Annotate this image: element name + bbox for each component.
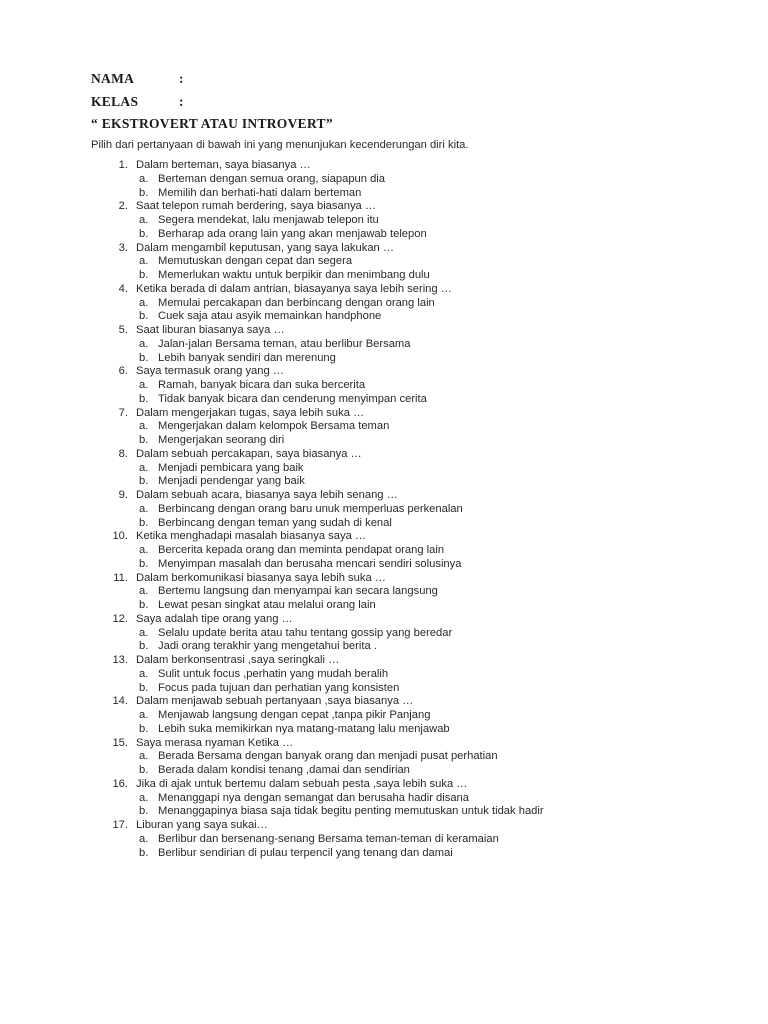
- answer-option: [0, 805, 768, 819]
- question-item: [0, 200, 768, 214]
- option-text: Lewat pesan singkat atau melalui orang lain: [158, 599, 376, 611]
- answer-option: [0, 393, 768, 407]
- option-letter: a.: [139, 832, 149, 845]
- document-title: “ EKSTROVERT ATAU INTROVERT”: [91, 116, 333, 131]
- question-number: 7.: [118, 406, 128, 419]
- question-number: 9.: [118, 489, 128, 501]
- option-letter: a.: [139, 667, 149, 680]
- option-text: Memerlukan waktu untuk berpikir dan menimbang dulu: [158, 269, 430, 281]
- option-text: Berlibur sendirian di pulau terpencil yang tenang dan damai: [158, 846, 453, 859]
- answer-option: [0, 833, 768, 847]
- answer-option: [0, 173, 768, 187]
- answer-option: [0, 255, 768, 269]
- option-text: Mengerjakan dalam kelompok Bersama teman: [158, 420, 390, 433]
- option-letter: b.: [139, 310, 149, 323]
- option-letter: a.: [139, 791, 149, 804]
- option-letter: a.: [139, 626, 149, 639]
- option-letter: b.: [139, 640, 149, 653]
- answer-option: [0, 420, 768, 434]
- answer-option: [0, 709, 768, 723]
- answer-option: [0, 544, 768, 558]
- option-letter: b.: [139, 557, 149, 570]
- option-letter: a.: [139, 502, 149, 515]
- option-text: Tidak banyak bicara dan cenderung menyimpan cerita: [158, 392, 427, 405]
- option-letter: b.: [139, 805, 149, 818]
- answer-option: [0, 187, 768, 201]
- question-number: 12.: [112, 612, 128, 625]
- class-colon: :: [179, 94, 184, 109]
- question-item: [0, 695, 768, 709]
- question-number: 3.: [118, 241, 128, 254]
- option-text: Lebih banyak sendiri dan merenung: [158, 351, 336, 364]
- answer-option: [0, 475, 768, 489]
- question-text: Dalam berkonsentrasi ,saya seringkali …: [136, 654, 340, 666]
- question-text: Saat liburan biasanya saya …: [136, 324, 285, 336]
- question-text: Dalam mengambil keputusan, yang saya lakukan …: [136, 241, 395, 254]
- option-letter: b.: [139, 269, 149, 281]
- answer-option: [0, 640, 768, 654]
- question-number: 1.: [118, 159, 128, 171]
- question-item: [0, 324, 768, 338]
- question-item: [0, 407, 768, 421]
- answer-option: [0, 558, 768, 572]
- question-number: 17.: [112, 819, 128, 831]
- question-item: [0, 572, 768, 586]
- option-text: Berteman dengan semua orang, siapapun dia: [158, 172, 386, 185]
- question-text: Saya adalah tipe orang yang …: [136, 612, 293, 625]
- question-item: [0, 448, 768, 462]
- option-text: Bercerita kepada orang dan meminta pendapat orang lain: [158, 544, 445, 556]
- answer-option: [0, 214, 768, 228]
- option-text: Bertemu langsung dan menyampai kan secara langsung: [158, 585, 438, 598]
- option-letter: b.: [139, 846, 149, 859]
- question-text: Dalam sebuah acara, biasanya saya lebih senang …: [136, 489, 398, 501]
- option-text: Mengerjakan seorang diri: [158, 434, 285, 446]
- answer-option: [0, 682, 768, 696]
- option-letter: b.: [139, 351, 149, 364]
- option-text: Lebih suka memikirkan nya matang-matang lalu menjawab: [158, 722, 450, 735]
- question-number: 13.: [112, 654, 128, 666]
- option-letter: a.: [139, 172, 149, 185]
- question-number: 15.: [112, 736, 128, 749]
- answer-option: [0, 297, 768, 311]
- question-number: 16.: [112, 777, 128, 790]
- instruction-text: Pilih dari pertanyaan di bawah ini yang menunjukan kecenderungan diri kita.: [91, 139, 469, 151]
- class-label: KELAS: [91, 94, 139, 109]
- question-number: 4.: [118, 282, 128, 295]
- answer-option: [0, 723, 768, 737]
- name-colon: :: [179, 71, 184, 86]
- answer-option: [0, 585, 768, 599]
- question-number: 5.: [118, 324, 128, 336]
- question-text: Jika di ajak untuk bertemu dalam sebuah pesta ,saya lebih suka …: [136, 777, 468, 790]
- option-letter: a.: [139, 585, 149, 598]
- question-text: Dalam berteman, saya biasanya …: [136, 159, 311, 171]
- option-letter: b.: [139, 186, 149, 199]
- option-text: Segera mendekat, lalu menjawab telepon itu: [158, 214, 379, 226]
- question-item: [0, 530, 768, 544]
- option-text: Menanggapinya biasa saja tidak begitu penting memutuskan untuk tidak hadir: [158, 805, 544, 818]
- question-number: 8.: [118, 447, 128, 460]
- option-letter: b.: [139, 516, 149, 529]
- option-text: Memulai percakapan dan berbincang dengan orang lain: [158, 296, 435, 309]
- question-number: 10.: [112, 530, 128, 543]
- option-letter: a.: [139, 461, 149, 474]
- option-letter: a.: [139, 709, 149, 721]
- question-text: Liburan yang saya sukai…: [136, 819, 268, 831]
- option-text: Jalan-jalan Bersama teman, atau berlibur Bersama: [158, 337, 411, 350]
- question-item: [0, 613, 768, 627]
- answer-option: [0, 462, 768, 476]
- answer-option: [0, 627, 768, 641]
- question-item: [0, 283, 768, 297]
- answer-option: [0, 379, 768, 393]
- option-letter: b.: [139, 722, 149, 735]
- answer-option: [0, 338, 768, 352]
- option-text: Menanggapi nya dengan semangat dan berusaha hadir disana: [158, 791, 469, 804]
- question-item: [0, 737, 768, 751]
- option-letter: a.: [139, 544, 149, 556]
- option-text: Memilih dan berhati-hati dalam berteman: [158, 186, 362, 199]
- answer-option: [0, 599, 768, 613]
- option-text: Berada dalam kondisi tenang ,damai dan sendirian: [158, 764, 410, 776]
- question-text: Dalam berkomunikasi biasanya saya lebih suka …: [136, 571, 386, 584]
- question-text: Dalam mengerjakan tugas, saya lebih suka …: [136, 406, 365, 419]
- answer-option: [0, 352, 768, 366]
- option-text: Memutuskan dengan cepat dan segera: [158, 255, 353, 268]
- question-item: [0, 159, 768, 173]
- answer-option: [0, 228, 768, 242]
- question-item: [0, 778, 768, 792]
- option-letter: b.: [139, 434, 149, 446]
- question-text: Saya merasa nyaman Ketika …: [136, 736, 294, 749]
- option-text: Jadi orang terakhir yang mengetahui berita .: [158, 640, 377, 653]
- question-number: 14.: [112, 695, 128, 708]
- option-letter: b.: [139, 475, 149, 488]
- question-text: Saya termasuk orang yang …: [136, 365, 284, 378]
- question-text: Saat telepon rumah berdering, saya biasanya …: [136, 200, 377, 213]
- option-text: Selalu update berita atau tahu tentang gossip yang beredar: [158, 626, 453, 639]
- option-text: Focus pada tujuan dan perhatian yang konsisten: [158, 681, 400, 694]
- question-item: [0, 242, 768, 256]
- answer-option: [0, 847, 768, 861]
- option-text: Menjawab langsung dengan cepat ,tanpa pikir Panjang: [158, 709, 431, 721]
- question-text: Dalam menjawab sebuah pertanyaan ,saya biasanya …: [136, 695, 414, 708]
- option-letter: a.: [139, 379, 149, 391]
- option-letter: a.: [139, 214, 149, 226]
- question-item: [0, 489, 768, 503]
- answer-option: [0, 792, 768, 806]
- answer-option: [0, 668, 768, 682]
- option-text: Menjadi pembicara yang baik: [158, 461, 304, 474]
- answer-option: [0, 750, 768, 764]
- option-letter: a.: [139, 337, 149, 350]
- option-letter: b.: [139, 392, 149, 405]
- question-text: Ketika menghadapi masalah biasanya saya …: [136, 530, 367, 543]
- answer-option: [0, 764, 768, 778]
- name-label: NAMA: [91, 71, 135, 86]
- answer-option: [0, 434, 768, 448]
- option-text: Berada Bersama dengan banyak orang dan menjadi pusat perhatian: [158, 750, 498, 763]
- question-text: Ketika berada di dalam antrian, biasayanya saya lebih sering …: [136, 282, 452, 295]
- option-text: Menjadi pendengar yang baik: [158, 475, 305, 488]
- option-text: Berlibur dan bersenang-senang Bersama teman-teman di keramaian: [158, 832, 499, 845]
- option-text: Cuek saja atau asyik memainkan handphone: [158, 310, 382, 323]
- class-field-line: [91, 94, 184, 110]
- option-letter: a.: [139, 750, 149, 763]
- question-item: [0, 819, 768, 833]
- option-letter: b.: [139, 227, 149, 240]
- option-letter: b.: [139, 681, 149, 694]
- question-text: Dalam sebuah percakapan, saya biasanya …: [136, 447, 362, 460]
- question-number: 2.: [118, 200, 128, 213]
- question-number: 11.: [113, 571, 128, 584]
- answer-option: [0, 310, 768, 324]
- option-text: Sulit untuk focus ,perhatin yang mudah beralih: [158, 667, 389, 680]
- option-letter: b.: [139, 764, 149, 776]
- question-number: 6.: [118, 365, 128, 378]
- question-item: [0, 365, 768, 379]
- answer-option: [0, 269, 768, 283]
- option-text: Berbincang dengan orang baru unuk memperluas perkenalan: [158, 502, 463, 515]
- option-text: Berbincang dengan teman yang sudah di kenal: [158, 516, 392, 529]
- question-item: [0, 654, 768, 668]
- answer-option: [0, 517, 768, 531]
- option-letter: a.: [139, 255, 149, 268]
- option-letter: a.: [139, 420, 149, 433]
- option-text: Menyimpan masalah dan berusaha mencari sendiri solusinya: [158, 557, 462, 570]
- question-list: [0, 159, 768, 860]
- option-letter: b.: [139, 599, 149, 611]
- option-letter: a.: [139, 296, 149, 309]
- option-text: Berharap ada orang lain yang akan menjawab telepon: [158, 227, 427, 240]
- name-field-line: [91, 71, 184, 87]
- answer-option: [0, 503, 768, 517]
- option-text: Ramah, banyak bicara dan suka bercerita: [158, 379, 366, 391]
